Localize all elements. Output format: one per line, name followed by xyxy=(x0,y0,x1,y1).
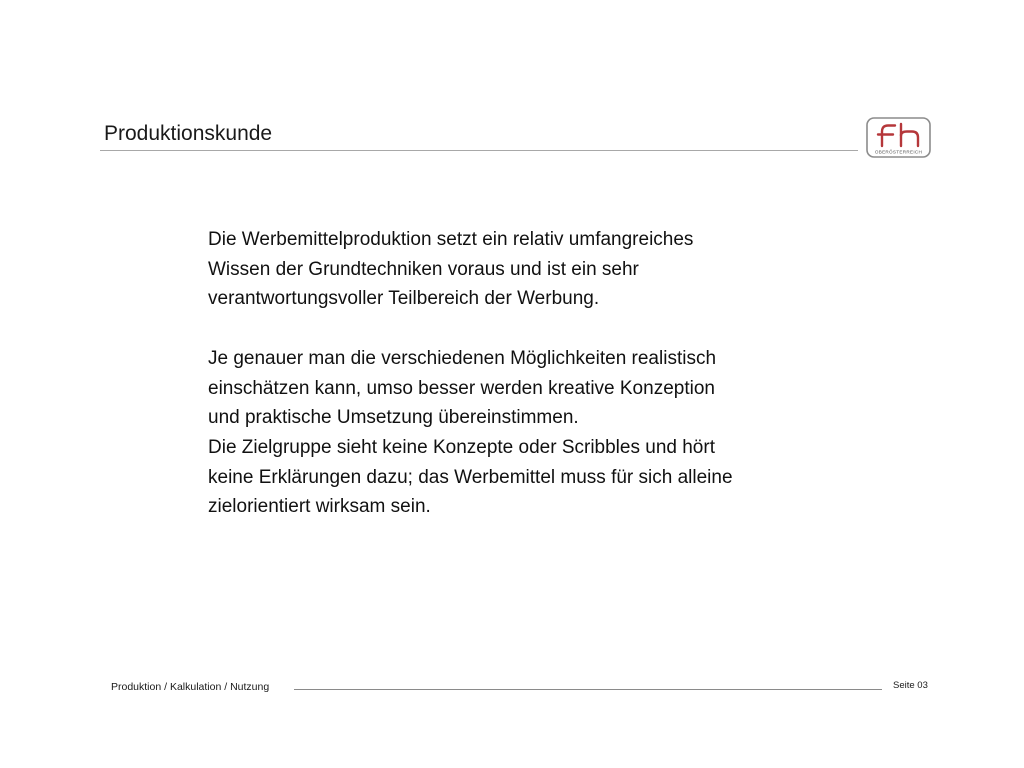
footer-divider xyxy=(294,689,882,690)
title-divider xyxy=(100,150,858,151)
logo-subtitle: OBERÖSTERREICH xyxy=(874,149,923,155)
paragraph-spacer xyxy=(208,314,868,344)
paragraph-1: Die Werbemittelproduktion setzt ein relativ umfangreiches Wissen der Grundtechniken voraus und ist ein sehr verantwortungsvoller Teilbereich der Werbung. xyxy=(208,229,694,310)
fh-oberoesterreich-logo xyxy=(866,117,931,158)
footer-section-label: Produktion / Kalkulation / Nutzung xyxy=(111,681,270,693)
body-text xyxy=(208,225,868,522)
slide-title: Produktionskunde xyxy=(104,122,273,145)
paragraph-2: Je genauer man die verschiedenen Möglichkeiten realistisch einschätzen kann, umso besser werden kreative Konzeption und praktische Umsetzung übereinstimmen. Die Zielgruppe sieht keine Konzepte oder Scribbles und hört keine Erklärungen dazu; das Werbemittel muss für sich alleine zielorientiert wirksam sein. xyxy=(208,347,733,518)
page-number: Seite 03 xyxy=(893,680,928,691)
